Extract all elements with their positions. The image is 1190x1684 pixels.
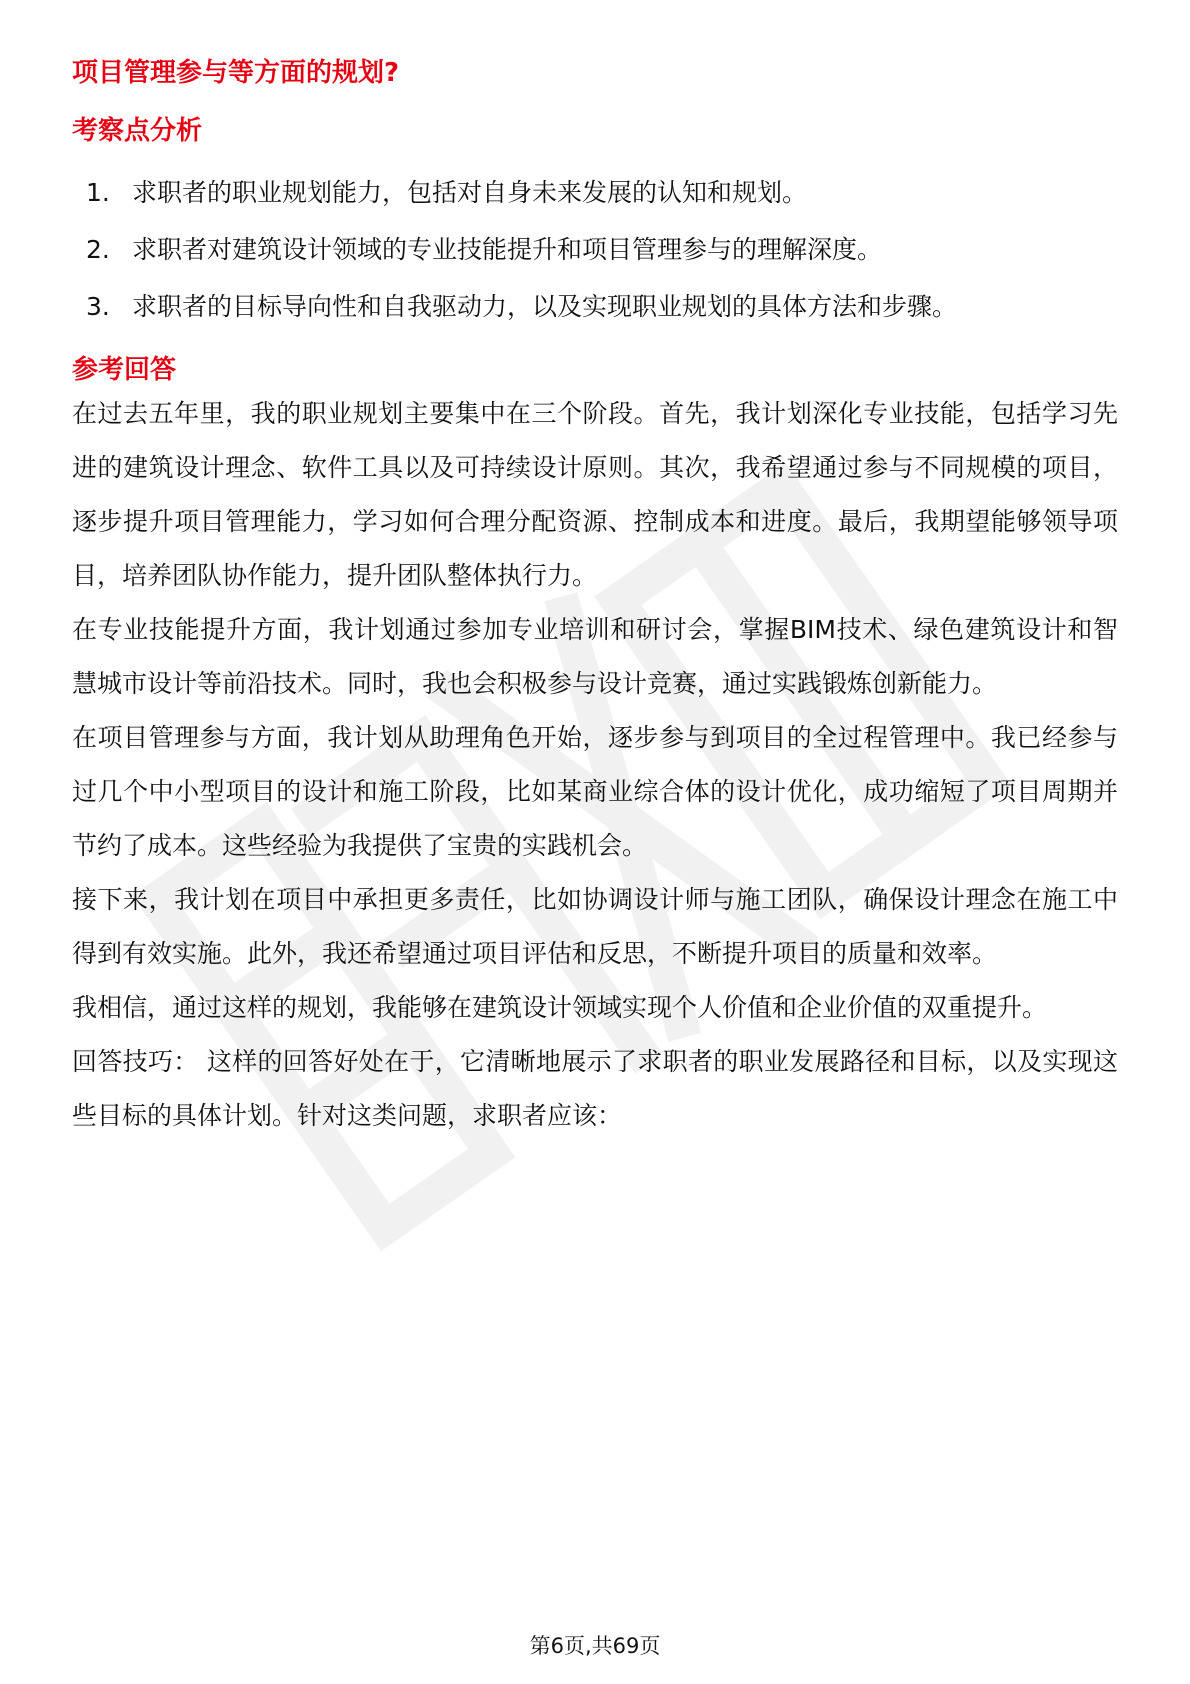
answer-paragraph: 在专业技能提升方面，我计划通过参加专业培训和研讨会，掌握BIM技术、绿色建筑设计和智慧城市设计等前沿技术。同时，我也会积极参与设计竞赛，通过实践锻炼创新能力。 xyxy=(72,615,1118,698)
list-item-number: 2. xyxy=(86,235,110,264)
answer-paragraph: 在项目管理参与方面，我计划从助理角色开始，逐步参与到项目的全过程管理中。我已经参与过几个中小型项目的设计和施工阶段，比如某商业综合体的设计优化，成功缩短了项目周期并节约了成本。这些经验为我提供了宝贵的实践机会。 xyxy=(72,723,1118,860)
analysis-list xyxy=(72,176,1118,323)
list-item-number: 3. xyxy=(86,292,110,321)
analysis-list-item xyxy=(72,176,1118,209)
list-item-text: 求职者对建筑设计领域的专业技能提升和项目管理参与的理解深度。 xyxy=(132,235,883,264)
page-footer: 第6页,共69页 xyxy=(529,1634,661,1658)
document-page xyxy=(72,56,1118,1143)
answer-paragraph: 我相信，通过这样的规划，我能够在建筑设计领域实现个人价值和企业价值的双重提升。 xyxy=(72,993,1048,1022)
analysis-list-item xyxy=(72,233,1118,266)
list-item-number: 1. xyxy=(86,178,110,207)
question-heading: 项目管理参与等方面的规划? xyxy=(72,58,400,88)
answer-heading: 参考回答 xyxy=(72,355,177,385)
answer-paragraph: 在过去五年里，我的职业规划主要集中在三个阶段。首先，我计划深化专业技能，包括学习先进的建筑设计理念、软件工具以及可持续设计原则。其次，我希望通过参与不同规模的项目，逐步提升项目管理能力，学习如何合理分配资源、控制成本和进度。最后，我期望能够领导项目，培养团队协作能力，提升团队整体执行力。 xyxy=(72,399,1118,590)
analysis-list-item xyxy=(72,290,1118,323)
list-item-text: 求职者的职业规划能力，包括对自身未来发展的认知和规划。 xyxy=(132,178,808,207)
analysis-heading: 考察点分析 xyxy=(72,116,203,146)
list-item-text: 求职者的目标导向性和自我驱动力，以及实现职业规划的具体方法和步骤。 xyxy=(132,292,958,321)
answer-tips-paragraph: 回答技巧： 这样的回答好处在于，它清晰地展示了求职者的职业发展路径和目标，以及实现这些目标的具体计划。针对这类问题，求职者应该： xyxy=(72,1047,1118,1130)
answer-paragraph: 接下来，我计划在项目中承担更多责任，比如协调设计师与施工团队，确保设计理念在施工中得到有效实施。此外，我还希望通过项目评估和反思，不断提升项目的质量和效率。 xyxy=(72,885,1118,968)
